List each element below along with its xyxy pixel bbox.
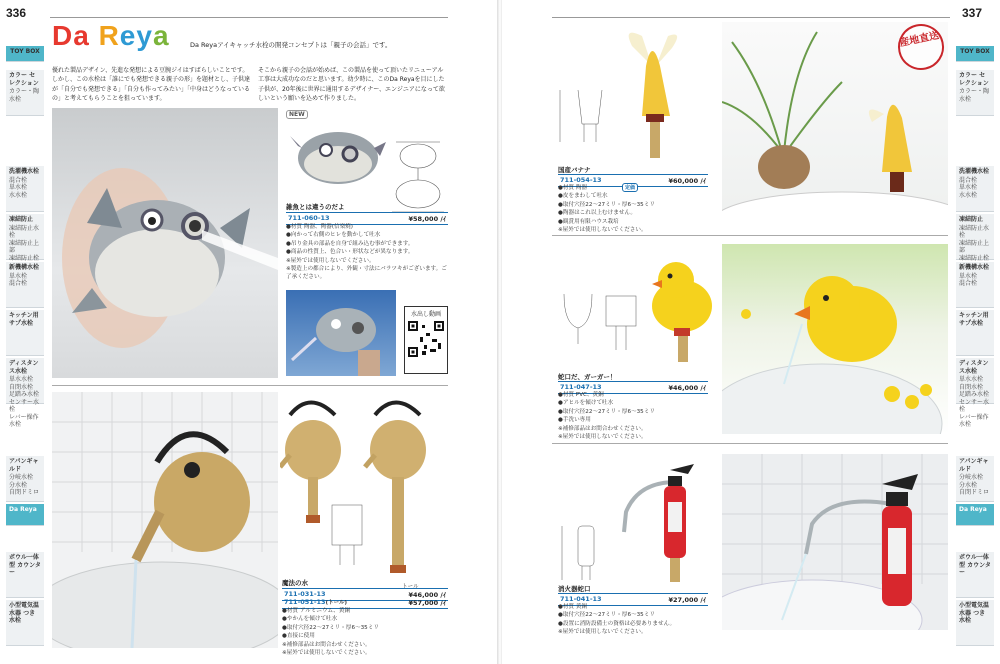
sidebar-tab[interactable] bbox=[6, 46, 44, 62]
banana-dimension-drawing bbox=[558, 84, 620, 144]
price-badge: 定価 bbox=[622, 183, 638, 192]
product-price: ¥58,000 bbox=[408, 215, 439, 223]
sidebar-tab-subitems: 混合栓 単水栓 水水栓 bbox=[959, 176, 978, 199]
right-page bbox=[502, 0, 1000, 664]
qr-code-icon bbox=[408, 321, 444, 357]
sidebar-tab-title: Da Reya bbox=[9, 506, 37, 513]
sidebar-tab[interactable] bbox=[956, 46, 994, 62]
sidebar-tab[interactable] bbox=[956, 552, 994, 598]
sidebar-tab[interactable] bbox=[956, 504, 994, 526]
intro-col-2: そこから親子の会話が始めば、この製品を使って頂いたリニューアル工事は大成功なのだと思います。幼少時に、このDa Reyaを目にした子供が、20年後に世界に通用するデザイナー、エンジニアになって欲しいという願いを込めて作りました。 bbox=[258, 67, 445, 102]
top-rule bbox=[552, 17, 950, 18]
sidebar-tab-title: ディスタンス水栓 bbox=[959, 360, 989, 375]
sidebar-tab-subitems: 単水水栓 自閉水栓 足踏み水栓 センサー水栓 レバー操作水栓 bbox=[9, 376, 40, 428]
extinguisher-code-row: 711-041-13 ¥27,000 /ｲ bbox=[560, 595, 706, 604]
page-number: 337 bbox=[962, 6, 983, 20]
sidebar-tab-title: ボウル一体型 カウンター bbox=[9, 554, 41, 576]
direct-from-origin-stamp: 産地直送 bbox=[894, 20, 949, 75]
sidebar-tab-title: Da Reya bbox=[959, 506, 987, 513]
intro-col-1: 優れた製品デザイン、先進な発想による豆腕ジイはすばらしいことです。しかし、この水栓は「誰にでも発想できる親子の形」を題材とし、子供達が「自分でも発想できる」「自分も作ってみたい」「中身はどうなっているの」と考えてもらうことを狙っています。 bbox=[52, 67, 251, 102]
sidebar-tab-title: キッチン用 サプ水栓 bbox=[959, 312, 989, 327]
sidebar-tab-title: 洗濯機水栓 bbox=[959, 168, 990, 175]
fish-specs: ●材質 陶器、陶器(信楽焼) ●向かって右側のヒレを動かして吐水 ●吊り金具の部品を自身で組み込む事ができます。 ●商品の性質上、色合い・形状などが異なります。 ※屋外では使用しないでください。 ※製造上の都合により、外観・寸法にバラツキがございます。ご了承ください。 bbox=[286, 224, 447, 281]
section-divider bbox=[52, 385, 448, 386]
duck-faucet-photo bbox=[722, 244, 948, 434]
sidebar-tab[interactable] bbox=[6, 456, 44, 502]
sidebar-tab[interactable] bbox=[6, 600, 44, 646]
extinguisher-dimension-drawing bbox=[558, 520, 618, 582]
sidebar-tab[interactable] bbox=[6, 358, 44, 428]
sidebar-tab[interactable] bbox=[956, 166, 994, 212]
section-divider bbox=[552, 235, 948, 236]
banana-code-row: 711-054-13 ¥60,000 /ｲ bbox=[560, 176, 706, 185]
sidebar-tab-subitems: カラー・陶水栓 bbox=[959, 88, 990, 103]
sidebar-tab[interactable] bbox=[956, 262, 994, 308]
sidebar-tab-subitems: 単水水栓 自閉水栓 足踏み水栓 センサー水栓 レバー操作水栓 bbox=[959, 376, 990, 428]
sidebar-tab[interactable] bbox=[956, 70, 994, 116]
product-code: 711-031-13 bbox=[284, 590, 326, 598]
product-price: ¥46,000 bbox=[408, 591, 439, 599]
product-price: ¥60,000 bbox=[668, 177, 699, 185]
qr-label: 水出し動画 bbox=[410, 311, 441, 318]
product-price: ¥27,000 bbox=[668, 596, 699, 604]
sidebar-tab-title: 新機構水栓 bbox=[9, 264, 40, 271]
product-code: 711-060-13 bbox=[288, 214, 330, 222]
sidebar-tab-title: アパンギャルド bbox=[959, 458, 989, 473]
product-price: ¥57,000 bbox=[408, 599, 439, 607]
product-code: 711-054-13 bbox=[560, 176, 602, 184]
duck-product-photo bbox=[646, 256, 716, 366]
kettle-name: 魔法の水 bbox=[282, 579, 308, 587]
fish-name: 雑魚とは違うのだよ bbox=[286, 203, 345, 211]
sidebar-tab[interactable] bbox=[956, 310, 994, 356]
section-divider bbox=[552, 443, 948, 444]
duck-name: 蛇口だ、ガーガー！ bbox=[558, 373, 617, 381]
sidebar-tab-title: 小型電気温水器 つき水栓 bbox=[959, 602, 990, 624]
kettle-code-row-1: 711-031-13 ¥46,000 /ｲ bbox=[284, 590, 446, 599]
product-code: 711-051-13 bbox=[284, 598, 326, 606]
sidebar-tab[interactable] bbox=[956, 600, 994, 646]
sidebar-tab[interactable] bbox=[6, 504, 44, 526]
extinguisher-faucet-photo bbox=[722, 454, 948, 630]
fish-code-row: 711-060-13 ¥58,000 /ｲ bbox=[288, 214, 446, 223]
sidebar-tab[interactable] bbox=[6, 70, 44, 116]
extinguisher-product-photo bbox=[618, 462, 708, 586]
left-page bbox=[0, 0, 498, 664]
sidebar-tab[interactable] bbox=[956, 214, 994, 260]
sidebar-tab-title: ボウル一体型 カウンター bbox=[959, 554, 991, 576]
product-code: 711-047-13 bbox=[560, 383, 602, 391]
fish-product-photo bbox=[288, 118, 388, 188]
sidebar-tab-title: カラー セレクション bbox=[959, 72, 989, 87]
sidebar-tab-subitems: 凍結防止水栓 凍結防止上部 凍結防止栓 bbox=[959, 224, 990, 262]
new-badge: NEW bbox=[286, 110, 308, 119]
sidebar-tab-subitems: 単水栓 混合栓 bbox=[9, 272, 28, 287]
product-price: ¥46,000 bbox=[668, 384, 699, 392]
sidebar-tab[interactable] bbox=[956, 456, 994, 502]
sidebar-tab-title: キッチン用 サプ水栓 bbox=[9, 312, 39, 327]
da-reya-logo: Da Reya bbox=[52, 20, 170, 51]
sidebar-tab-title: 新機構水栓 bbox=[959, 264, 990, 271]
banana-product-photo bbox=[612, 26, 692, 166]
banana-name: 国産バナナ bbox=[558, 166, 591, 174]
sidebar-tab[interactable] bbox=[6, 166, 44, 212]
duck-dimension-drawing bbox=[558, 284, 648, 354]
sidebar-tab-title: TOY BOX bbox=[960, 48, 990, 55]
sidebar-tab-title: カラー セレクション bbox=[9, 72, 39, 87]
fish-water-photo bbox=[286, 290, 396, 376]
sidebar-tab-title: 洗濯機水栓 bbox=[9, 168, 40, 175]
sidebar-tab[interactable] bbox=[6, 214, 44, 260]
product-code: 711-041-13 bbox=[560, 595, 602, 603]
sidebar-tab[interactable] bbox=[6, 552, 44, 598]
fish-faucet-photo bbox=[52, 108, 278, 378]
sidebar-tab-subitems: 分岐水栓 分水栓 自閉ドミロ bbox=[9, 474, 40, 496]
extinguisher-name: 消火器蛇口 bbox=[558, 585, 591, 593]
sidebar-tab-subitems: 混合栓 単水栓 水水栓 bbox=[9, 176, 28, 199]
sidebar-tab-subitems: 単水栓 混合栓 bbox=[959, 272, 978, 287]
tall-label: トール bbox=[402, 584, 419, 590]
sidebar-tab[interactable] bbox=[6, 262, 44, 308]
tagline: Da Reyaアイキャッチ水栓の開発コンセプトは「親子の会話」です。 bbox=[190, 41, 392, 49]
duck-code-row: 711-047-13 ¥46,000 /ｲ bbox=[560, 383, 706, 392]
sidebar-tab-title: 凍結防止 bbox=[959, 216, 984, 223]
sidebar-tab-title: 凍結防止 bbox=[9, 216, 34, 223]
page-number: 336 bbox=[6, 6, 27, 20]
sidebar-tab-title: ディスタンス水栓 bbox=[9, 360, 39, 375]
sidebar-tab-title: TOY BOX bbox=[10, 48, 40, 55]
kettle-specs: ●材質 アルミニウム、黄銅 ●やかんを傾けて吐水 ●取付穴径22〜27ミリ・厚6〜35ミリ ●直接に使用 ※補修部品はお問合わせください。 ※屋外では使用しないでください。 bbox=[282, 608, 379, 656]
duck-specs: ●材質 PVC、黄銅 ●アヒルを傾けて吐水 ●取付穴径22〜27ミリ・厚6〜35ミリ ●手洗い専用 ※補修部品はお問合わせください。 ※屋外では使用しないでください。 bbox=[558, 392, 655, 440]
qr-code-box[interactable] bbox=[404, 306, 448, 374]
sidebar-tab-subitems: 分岐水栓 分水栓 自閉ドミロ bbox=[959, 474, 990, 496]
sidebar-tab-subitems: カラー・陶水栓 bbox=[9, 88, 40, 103]
sidebar-tab-title: アパンギャルド bbox=[9, 458, 39, 473]
extinguisher-specs: ●材質 黄銅 ●取付穴径22〜27ミリ・厚6〜35ミリ ●設置に消防設備士の資格は必要ありません。 ※屋外では使用しないでください。 bbox=[558, 604, 676, 636]
kettle-products bbox=[280, 395, 448, 575]
sidebar-tab[interactable] bbox=[956, 358, 994, 428]
sidebar-tab[interactable] bbox=[6, 310, 44, 356]
kettle-faucet-photo bbox=[52, 392, 278, 648]
banana-specs: ●材質 陶器 ●皮をまわして吐水 ●取付穴径22〜27ミリ・厚6〜35ミリ ●陶器はこれ以上むけません。 ●観賞用有限ハウス栽培 ※屋外では使用しないでください。 bbox=[558, 185, 655, 233]
top-rule bbox=[50, 17, 448, 18]
fish-dimension-drawing bbox=[388, 138, 450, 218]
sidebar-tab-subitems: 凍結防止水栓 凍結防止上部 凍結防止栓 bbox=[9, 224, 40, 262]
kettle-code-row-2: 711-051-13(トール) ¥57,000 /ｲ bbox=[284, 598, 446, 607]
sidebar-tab-title: 小型電気温水器 つき水栓 bbox=[9, 602, 40, 624]
